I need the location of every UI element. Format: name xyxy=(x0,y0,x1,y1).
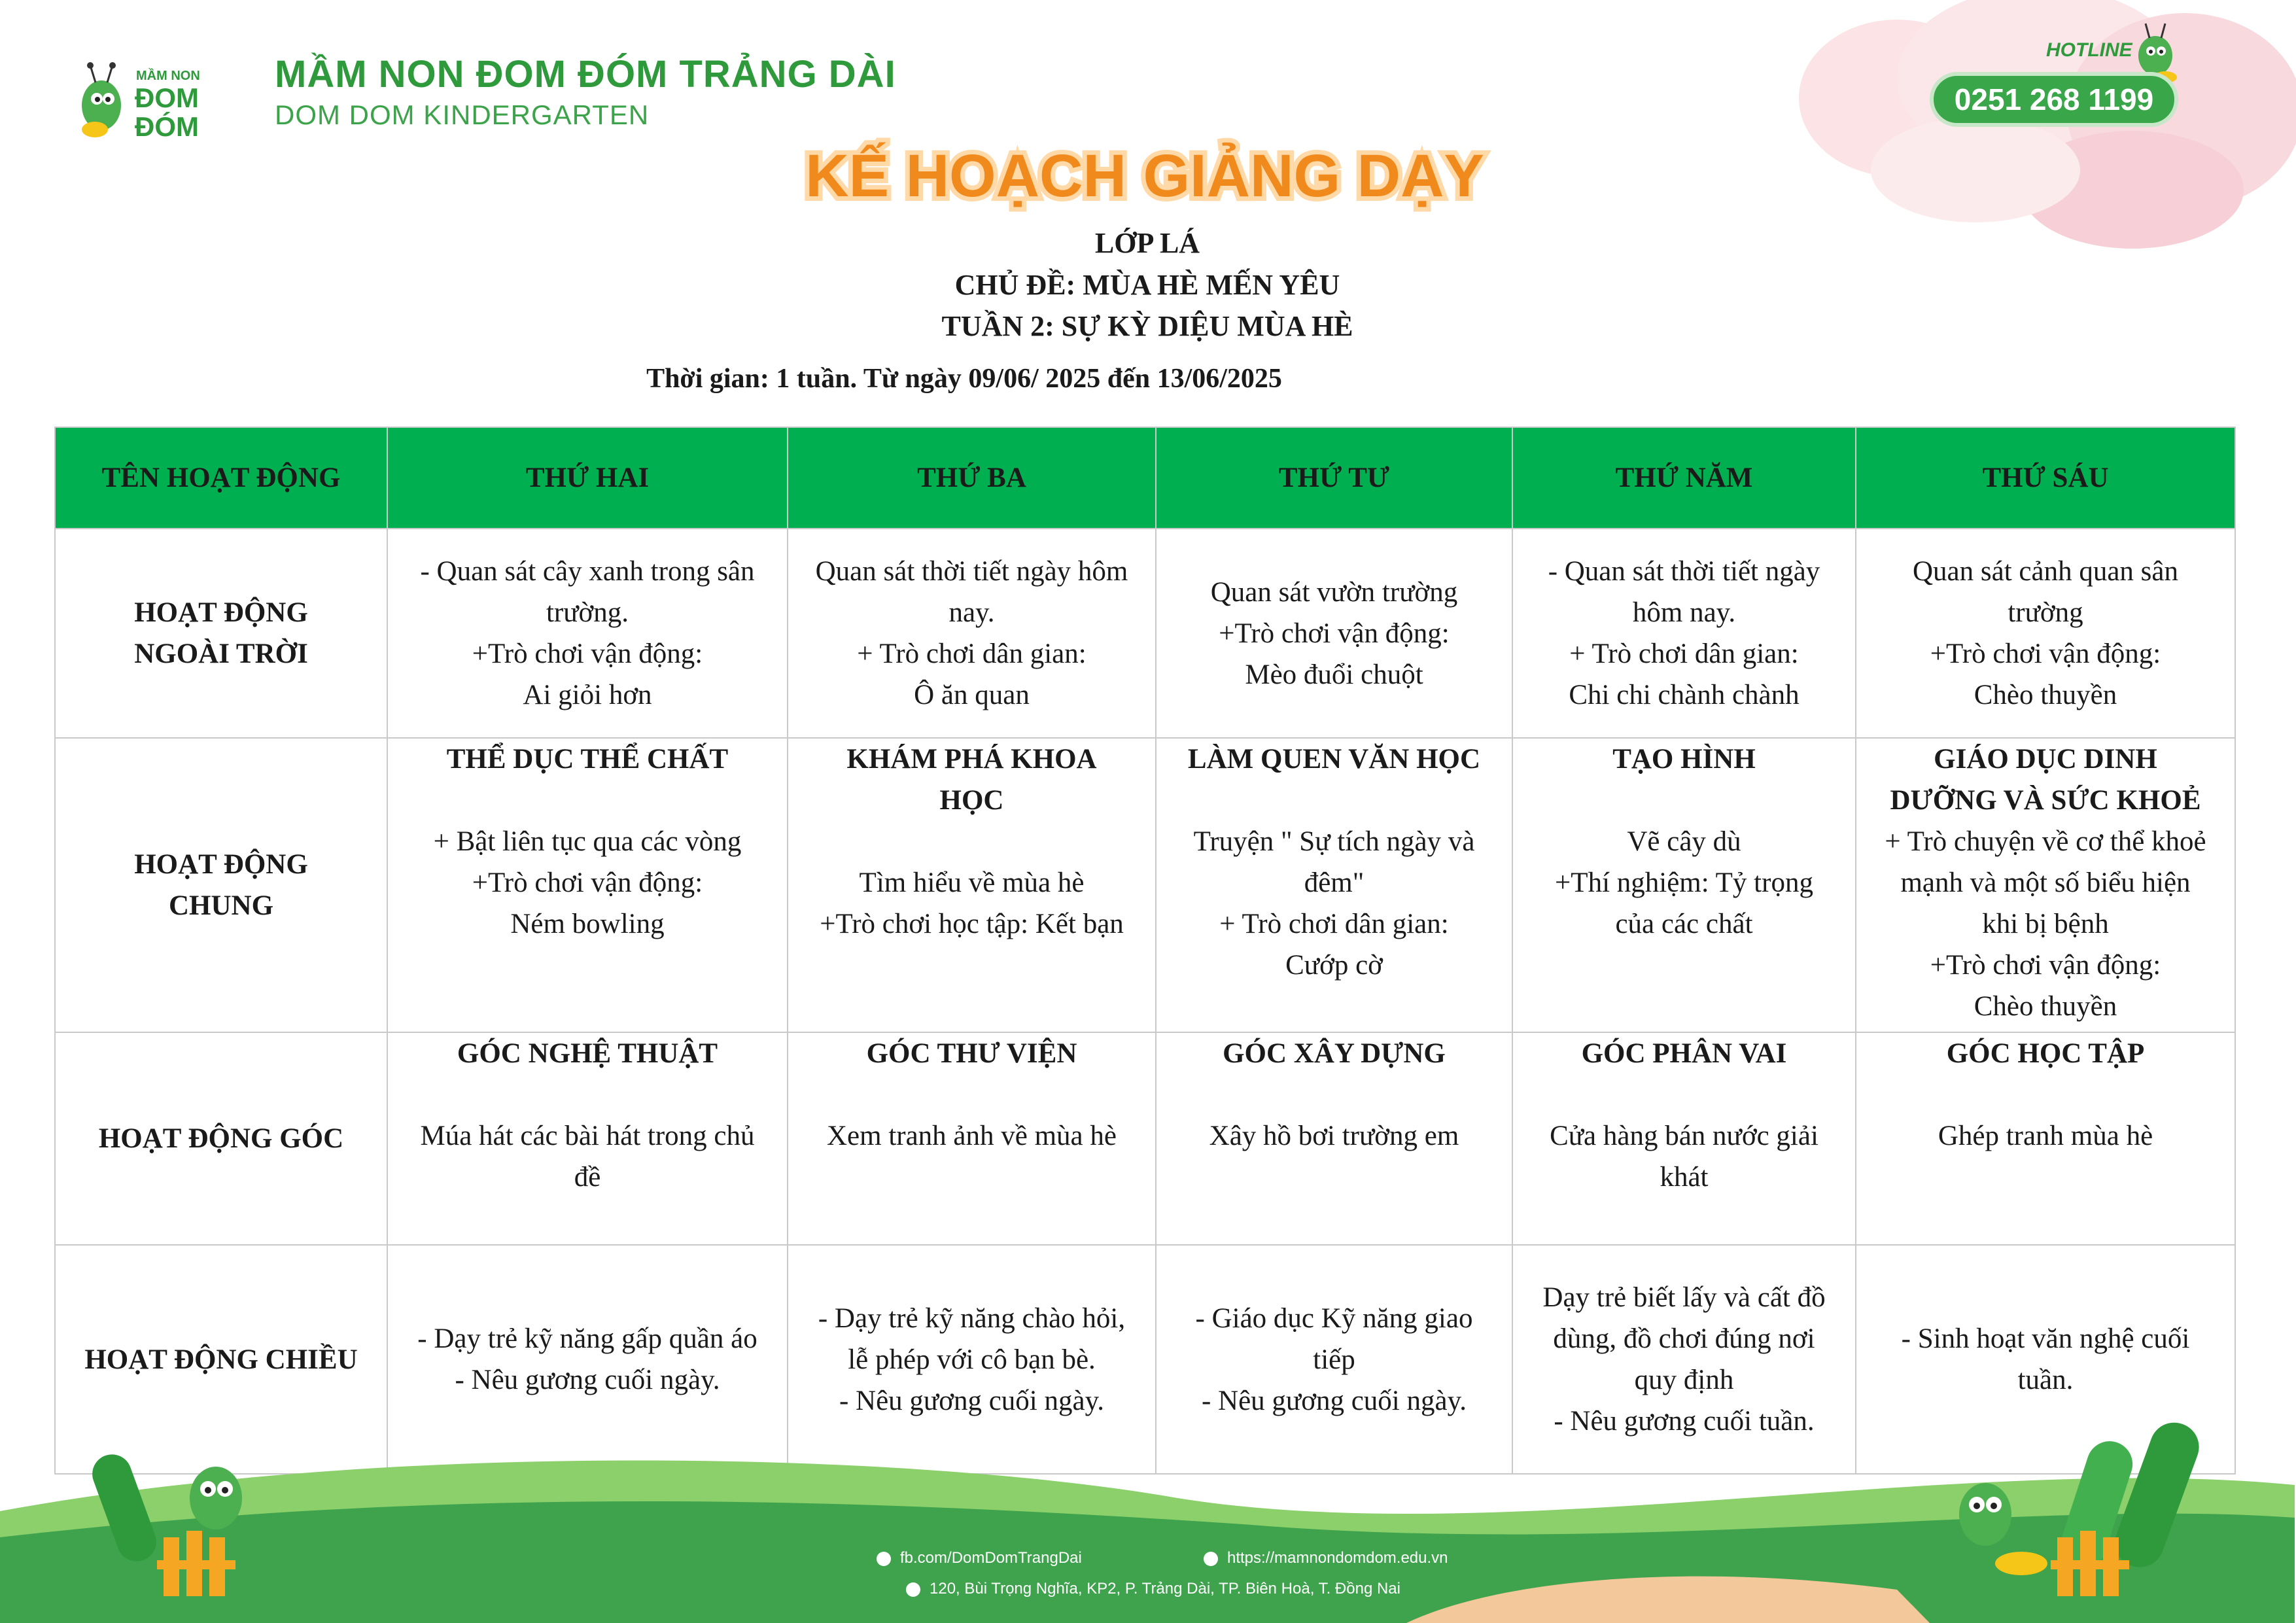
theme-title: CHỦ ĐỀ: MÙA HÈ MẾN YÊU xyxy=(954,269,1340,301)
activity-cell xyxy=(788,1032,1156,1245)
duration-line: Thời gian: 1 tuần. Từ ngày 09/06/ 2025 đến 13/06/2025 xyxy=(646,364,1282,394)
activity-cell-title: GÓC PHÂN VAI xyxy=(1581,1038,1787,1069)
activity-cell-line: Dạy trẻ biết lấy và cất đồ xyxy=(1542,1282,1826,1313)
activity-cell xyxy=(788,738,1156,1032)
activity-cell-line: Quan sát vườn trường xyxy=(1210,576,1458,608)
footer-website-text: https://mamnondomdom.edu.vn xyxy=(1227,1549,1448,1567)
spacer xyxy=(801,821,1142,862)
activity-cell-line: Quan sát thời tiết ngày hôm xyxy=(815,556,1128,587)
week-title: TUẦN 2: SỰ KỲ DIỆU MÙA HÈ xyxy=(941,310,1353,342)
header-activity-name: TÊN HOẠT ĐỘNG xyxy=(55,427,387,529)
footer-website[interactable] xyxy=(1204,1549,1448,1567)
activity-cell xyxy=(1856,738,2235,1032)
activity-cell-line: hôm nay. xyxy=(1632,597,1736,628)
logo-mid-text: ĐOM xyxy=(135,82,199,113)
header-wednesday: THỨ TƯ xyxy=(1156,427,1512,529)
footer-facebook[interactable] xyxy=(877,1549,1082,1567)
activity-cell xyxy=(1512,529,1856,738)
activity-cell-line: Quan sát cảnh quan sân xyxy=(1913,556,2178,587)
main-title-text: KẾ HOẠCH GIẢNG DẠY xyxy=(805,143,1484,209)
activity-cell-line: - Nêu gương cuối tuần. xyxy=(1554,1406,1815,1437)
activity-cell-line: tiếp xyxy=(1313,1344,1355,1375)
header-thursday: THỨ NĂM xyxy=(1512,427,1856,529)
activity-cell-line: - Nêu gương cuối ngày. xyxy=(455,1365,720,1395)
activity-cell-line: + Bật liên tục qua các vòng xyxy=(433,826,742,857)
activity-cell-title: LÀM QUEN VĂN HỌC xyxy=(1187,744,1481,775)
activity-cell-title: GÓC NGHỆ THUẬT xyxy=(457,1038,718,1069)
activity-cell-line: - Dạy trẻ kỹ năng chào hỏi, xyxy=(818,1302,1126,1334)
globe-icon xyxy=(1204,1552,1218,1566)
activity-cell-line: - Nêu gương cuối ngày. xyxy=(839,1385,1105,1416)
activity-cell-line: + Trò chuyện về cơ thể khoẻ xyxy=(1885,826,2206,857)
spacer xyxy=(1526,780,1842,821)
activity-cell xyxy=(1512,738,1856,1032)
activity-name-cell xyxy=(55,529,387,738)
header-friday: THỨ SÁU xyxy=(1856,427,2235,529)
activity-cell-line: tuần. xyxy=(2017,1365,2074,1395)
activity-cell-line: nay. xyxy=(948,597,995,628)
activity-cell xyxy=(1512,1032,1856,1245)
activity-cell xyxy=(387,1032,788,1245)
activity-cell-line: - Quan sát cây xanh trong sân xyxy=(420,556,755,587)
activity-cell-line: + Trò chơi dân gian: xyxy=(1219,909,1449,939)
cloud-decoration xyxy=(1779,0,2296,262)
activity-cell-line: đêm" xyxy=(1304,867,1365,898)
activity-cell-title: DƯỠNG VÀ SỨC KHOẺ xyxy=(1890,785,2201,816)
activity-cell-line: +Trò chơi vận động: xyxy=(472,638,703,669)
activity-cell-line: - Giáo dục Kỹ năng giao xyxy=(1195,1302,1473,1334)
activity-cell-line: đề xyxy=(574,1162,601,1193)
activity-cell-line: Chèo thuyền xyxy=(1974,680,2117,710)
activity-cell-line: khát xyxy=(1660,1162,1709,1193)
activity-cell xyxy=(387,738,788,1032)
footer-facebook-text: fb.com/DomDomTrangDai xyxy=(900,1549,1082,1567)
activity-cell-line: khi bị bệnh xyxy=(1982,909,2109,939)
activity-name-line: HOẠT ĐỘNG xyxy=(134,597,308,628)
main-title xyxy=(805,124,1484,229)
footer-address xyxy=(906,1580,1400,1598)
activity-cell-line: dùng, đồ chơi đúng nơi xyxy=(1553,1323,1815,1354)
activity-cell-line: Xem tranh ảnh về mùa hè xyxy=(827,1121,1117,1151)
activity-cell-line: lễ phép với cô bạn bè. xyxy=(848,1344,1096,1375)
activity-cell-line: trường xyxy=(2008,597,2083,628)
activity-cell xyxy=(788,529,1156,738)
activity-cell-line: Ném bowling xyxy=(510,909,665,939)
header-tuesday: THỨ BA xyxy=(788,427,1156,529)
activity-cell-title: TẠO HÌNH xyxy=(1612,744,1756,775)
activity-cell-title: GÓC THƯ VIỆN xyxy=(866,1038,1077,1069)
activity-cell-line: +Trò chơi vận động: xyxy=(1930,638,2161,669)
facebook-icon xyxy=(877,1552,891,1566)
activity-name-cell xyxy=(55,738,387,1032)
activity-cell-line: + Trò chơi dân gian: xyxy=(857,638,1087,669)
table-row xyxy=(55,529,2235,738)
logo-top-text: MẦM NON xyxy=(136,69,200,83)
activity-cell-line: trường. xyxy=(546,597,629,628)
activity-cell-line: +Trò chơi vận động: xyxy=(472,867,703,898)
activity-cell-line: - Dạy trẻ kỹ năng gấp quần áo xyxy=(417,1323,757,1354)
activity-cell-title: KHÁM PHÁ KHOA xyxy=(846,744,1097,775)
spacer xyxy=(1170,1074,1499,1115)
activity-cell-line: Cửa hàng bán nước giải xyxy=(1550,1121,1818,1151)
activity-cell-line: Truyện " Sự tích ngày và xyxy=(1193,826,1475,857)
activity-cell-line: Xây hồ bơi trường em xyxy=(1209,1121,1459,1151)
activity-cell-line: của các chất xyxy=(1615,909,1753,939)
brand-name: MẦM NON ĐOM ĐÓM TRẢNG DÀI xyxy=(275,53,896,96)
activity-cell-line: Ô ăn quan xyxy=(914,680,1030,710)
table-header-row xyxy=(55,427,2235,529)
activity-cell-title: GÓC HỌC TẬP xyxy=(1946,1038,2145,1069)
table-row xyxy=(55,738,2235,1032)
class-name: LỚP LÁ xyxy=(1094,227,1200,259)
activity-cell-line: Mèo đuổi chuột xyxy=(1245,659,1423,690)
activity-cell-title: GÓC XÂY DỰNG xyxy=(1223,1038,1446,1069)
activity-cell-line: Chèo thuyền xyxy=(1974,991,2117,1022)
activity-cell-line: +Thí nghiệm: Tỷ trọng xyxy=(1555,867,1813,898)
activity-cell-line: Múa hát các bài hát trong chủ xyxy=(420,1121,755,1151)
activity-cell xyxy=(1156,1032,1512,1245)
spacer xyxy=(401,1074,774,1115)
activity-cell-line: +Trò chơi học tập: Kết bạn xyxy=(820,909,1124,939)
hotline-label: HOTLINE xyxy=(2046,39,2132,61)
activity-name-cell xyxy=(55,1032,387,1245)
activity-cell xyxy=(1156,738,1512,1032)
activity-cell xyxy=(1856,1032,2235,1245)
activity-cell-title: THỂ DỤC THỂ CHẤT xyxy=(446,744,729,775)
activity-cell xyxy=(1156,529,1512,738)
activity-name-line: HOẠT ĐỘNG GÓC xyxy=(98,1123,344,1154)
activity-cell-line: Ghép tranh mùa hè xyxy=(1938,1121,2153,1151)
activity-name-line: CHUNG xyxy=(168,890,274,921)
activity-cell-title: GIÁO DỤC DINH xyxy=(1934,744,2157,775)
spacer xyxy=(1870,1074,2221,1115)
activity-cell-line: Chi chi chành chành xyxy=(1569,680,1800,710)
spacer xyxy=(801,1074,1142,1115)
activity-name-line: NGOÀI TRỜI xyxy=(134,638,308,669)
hotline-number[interactable]: 0251 268 1199 xyxy=(1930,72,2178,127)
logo-bot-text: ĐÓM xyxy=(135,111,199,142)
activity-cell xyxy=(387,529,788,738)
header-monday: THỨ HAI xyxy=(387,427,788,529)
activity-cell xyxy=(1856,529,2235,738)
brand-subtitle: DOM DOM KINDERGARTEN xyxy=(275,99,650,130)
firefly-mascot-icon xyxy=(72,56,226,141)
activity-cell-line: Tìm hiểu về mùa hè xyxy=(859,867,1085,898)
table-row xyxy=(55,1032,2235,1245)
footer-address-text: 120, Bùi Trọng Nghĩa, KP2, P. Trảng Dài, TP. Biên Hoà, T. Đồng Nai xyxy=(930,1580,1400,1597)
activity-cell-line: - Nêu gương cuối ngày. xyxy=(1201,1385,1467,1416)
activity-cell-line: Ai giỏi hơn xyxy=(523,680,652,710)
activity-cell-line: Vẽ cây dù xyxy=(1627,826,1741,857)
activity-cell-line: + Trò chơi dân gian: xyxy=(1569,638,1799,669)
activity-name-line: HOẠT ĐỘNG xyxy=(134,849,308,880)
spacer xyxy=(1170,780,1499,821)
activity-cell-line: mạnh và một số biểu hiện xyxy=(1900,867,2191,898)
activity-cell-line: - Sinh hoạt văn nghệ cuối xyxy=(1901,1323,2190,1354)
activity-name-line: HOẠT ĐỘNG CHIỀU xyxy=(84,1344,358,1375)
home-icon xyxy=(906,1582,920,1597)
spacer xyxy=(1526,1074,1842,1115)
activity-cell-line: quy định xyxy=(1634,1365,1734,1395)
activity-cell-title: HỌC xyxy=(939,785,1004,816)
activity-cell-line: +Trò chơi vận động: xyxy=(1930,950,2161,981)
schedule-table xyxy=(54,427,2236,1475)
activity-cell-line: - Quan sát thời tiết ngày xyxy=(1548,556,1820,587)
activity-cell-line: Cướp cờ xyxy=(1285,950,1383,981)
activity-cell-line: +Trò chơi vận động: xyxy=(1219,618,1450,649)
spacer xyxy=(401,780,774,821)
